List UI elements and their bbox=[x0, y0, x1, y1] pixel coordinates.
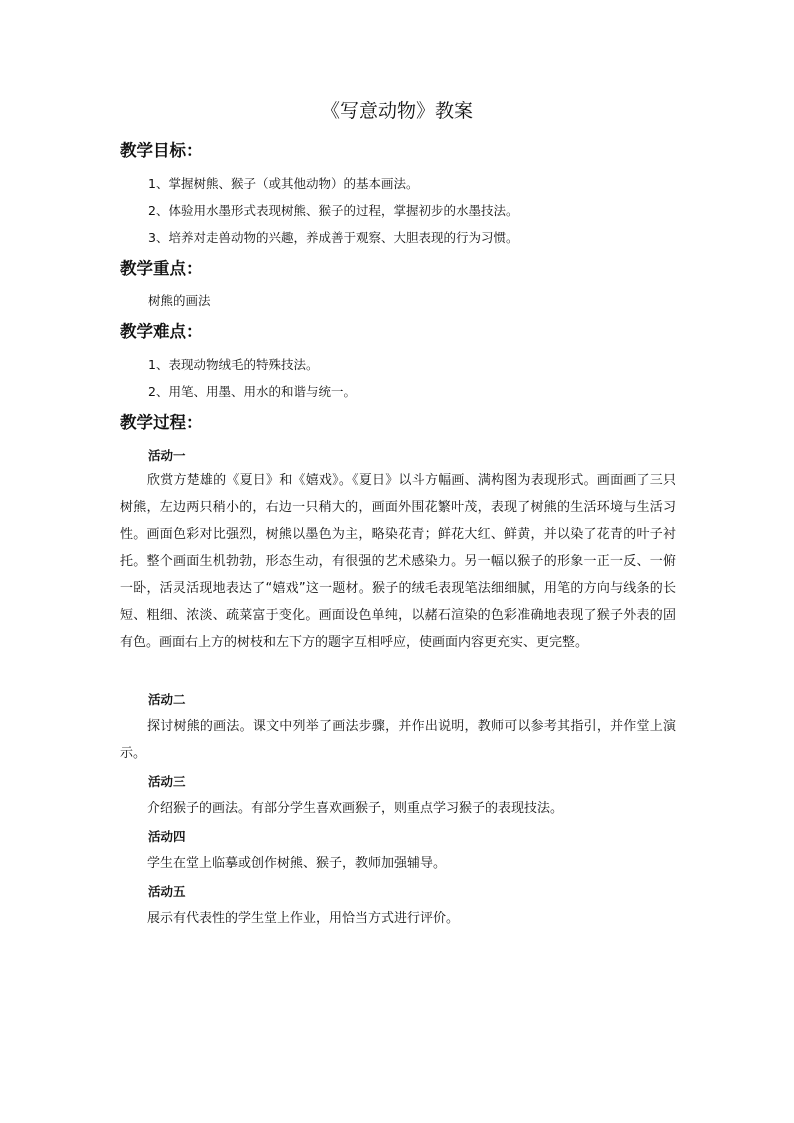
section-heading-process: 教学过程： bbox=[120, 413, 203, 432]
activity-label: 活动四 bbox=[148, 829, 186, 844]
section-heading-keypoints: 教学重点： bbox=[120, 259, 203, 278]
activity-text: 欣赏方楚雄的《夏日》和《嬉戏》。《夏日》以斗方幅画、满构图为表现形式。画面画了三只树熊，左边两只稍小的，右边一只稍大的，画面外围花繁叶茂，表现了树熊的生活环境与生活习性。画面色彩对比强烈，树熊以墨色为主，略染花青；鲜花大红、鲜黄，并以染了花青的叶子衬托。整个画面生机勃勃，形态生动，有很强的艺术感染力。另一幅以猴子的形象一正一反、一俯一卧，活灵活现地表达了“嬉戏”这一题材。猴子的绒毛表现笔法细细腻，用笔的方向与线条的长短、粗细、浓淡、疏菜富于变化。画面设色单纯，以赭石渲染的色彩准确地表现了猴子外表的固有色。画面右上方的树枝和左下方的题字互相呼应，使画面内容更充实、更完整。 bbox=[120, 473, 676, 650]
activity-label: 活动三 bbox=[148, 774, 186, 789]
keypoint-text: 树熊的画法 bbox=[148, 293, 211, 308]
section-heading-difficulties: 教学难点： bbox=[120, 322, 203, 341]
activity-text: 学生在堂上临摹或创作树熊、猴子，教师加强辅导。 bbox=[147, 856, 447, 871]
activity-text: 探讨树熊的画法。课文中列举了画法步骤，并作出说明，教师可以参考其指引，并作堂上演示。 bbox=[120, 719, 676, 761]
section-heading-goals: 教学目标： bbox=[120, 141, 203, 160]
activity-label: 活动五 bbox=[148, 884, 186, 899]
goal-item: 3、培养对走兽动物的兴趣，养成善于观察、大胆表现的行为习惯。 bbox=[148, 230, 519, 245]
activity-label: 活动一 bbox=[148, 448, 186, 463]
activity-text: 介绍猴子的画法。有部分学生喜欢画猴子，则重点学习猴子的表现技法。 bbox=[147, 801, 564, 816]
difficulty-item: 2、用笔、用墨、用水的和谐与统一。 bbox=[148, 384, 356, 399]
activity-label: 活动二 bbox=[148, 692, 186, 707]
goal-item: 1、掌握树熊、猴子（或其他动物）的基本画法。 bbox=[148, 176, 419, 191]
activity-text: 展示有代表性的学生堂上作业，用恰当方式进行评价。 bbox=[147, 911, 460, 926]
goal-item: 2、体验用水墨形式表现树熊、猴子的过程，掌握初步的水墨技法。 bbox=[148, 203, 519, 218]
document-title: 《写意动物》教案 bbox=[320, 100, 473, 122]
difficulty-item: 1、表现动物绒毛的特殊技法。 bbox=[148, 357, 319, 372]
